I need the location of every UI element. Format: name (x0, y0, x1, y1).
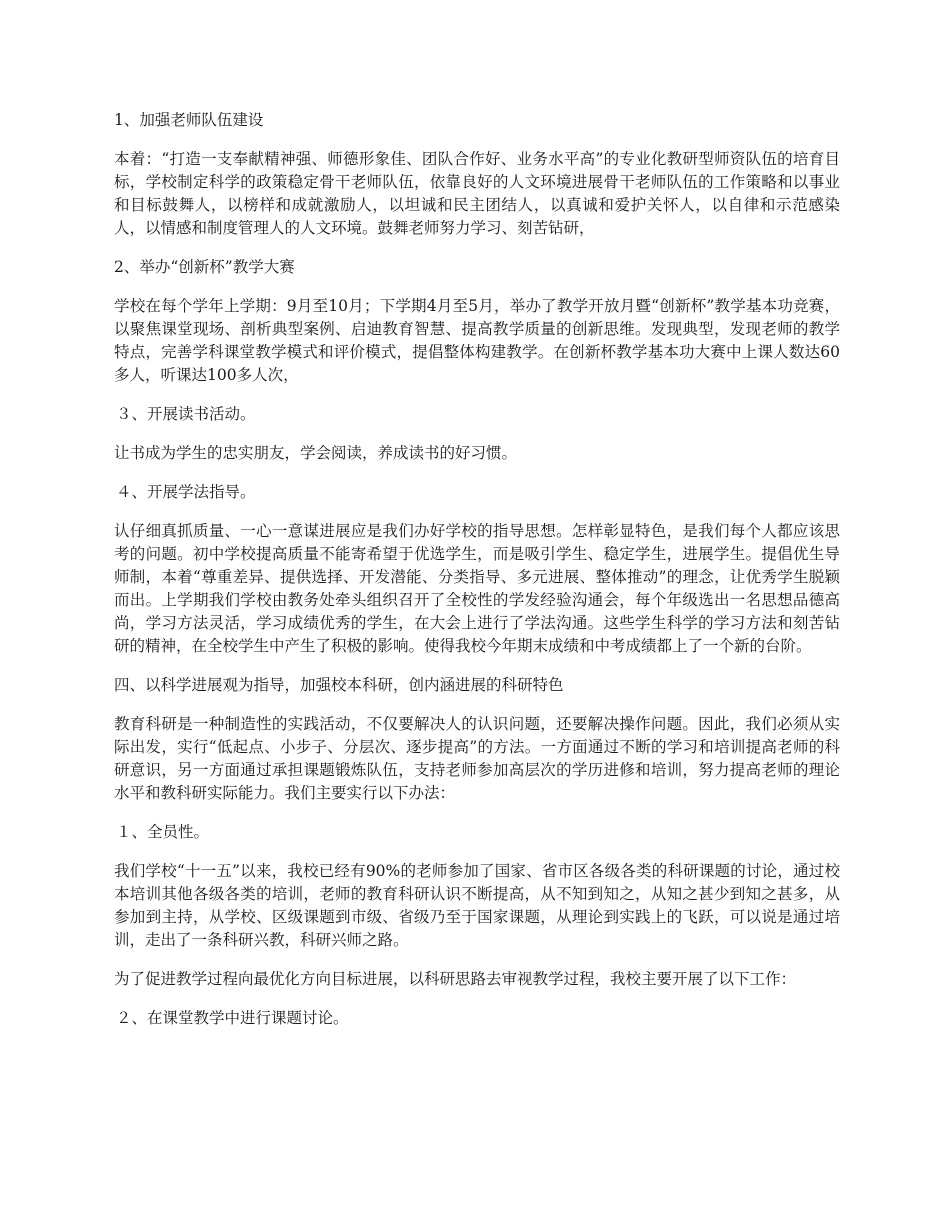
paragraph-research: 教育科研是一种制造性的实践活动，不仅要解决人的认识问题，还要解决操作问题。因此，我们必须从实际出发，实行“低起点、小步子、分层次、逐步提高”的方法。一方面通过不断的学习和培训提高老师的科研意识，另一方面通过承担课题锻炼队伍，支持老师参加高层次的学历进修和培训，努力提高老师的理论水平和教科研实际能力。我们主要实行以下办法： (114, 715, 840, 802)
section-heading-reading: ３、开展读书活动。 (116, 405, 256, 423)
section-heading-innovation-cup: 2、举办“创新杯”教学大赛 (114, 258, 295, 276)
paragraph-reading: 让书成为学生的忠实朋友，学会阅读，养成读书的好习惯。 (114, 444, 518, 462)
paragraph-innovation-cup: 学校在每个学年上学期：9月至10月；下学期4月至5月，举办了教学开放月暨“创新杯”教学基本功竞赛，以聚焦课堂现场、剖析典型案例、启迪教育智慧、提高教学质量的创新思维。发现典型，发现老师的教学特点，完善学科课堂教学模式和评价模式，提倡整体构建教学。在创新杯教学基本功大赛中上课人数达60多人，听课达100多人次， (114, 297, 840, 384)
paragraph-full-participation: 我们学校“十一五”以来，我校已经有90%的老师参加了国家、省市区各级各类的科研课题的讨论，通过校本培训其他各级各类的培训，老师的教育科研认识不断提高，从不知到知之，从知之甚少到知之甚多，从参加到主持，从学校、区级课题到市级、省级乃至于国家课题，从理论到实践上的飞跃，可以说是通过培训，走出了一条科研兴教，科研兴师之路。 (114, 862, 840, 949)
section-heading-teacher-team: 1、加强老师队伍建设 (114, 111, 264, 129)
paragraph-teacher-team: 本着：“打造一支奉献精神强、师德形象佳、团队合作好、业务水平高”的专业化教研型师资队伍的培育目标，学校制定科学的政策稳定骨干老师队伍，依靠良好的人文环境进展骨干老师队伍的工作策略和以事业和目标鼓舞人，以榜样和成就激励人，以坦诚和民主团结人，以真诚和爱护关怀人，以自律和示范感染人，以情感和制度管理人的人文环境。鼓舞老师努力学习、刻苦钻研， (114, 150, 840, 237)
section-heading-research: 四、以科学进展观为指导，加强校本科研，创内涵进展的科研特色 (114, 676, 564, 694)
paragraph-study-guidance: 认仔细真抓质量、一心一意谋进展应是我们办好学校的指导思想。怎样彰显特色，是我们每个人都应该思考的问题。初中学校提高质量不能寄希望于优选学生，而是吸引学生、稳定学生，进展学生。提倡优生导师制，本着“尊重差异、提供选择、开发潜能、分类指导、多元进展、整体推动”的理念，让优秀学生脱颖而出。上学期我们学校由教务处牵头组织召开了全校性的学发经验沟通会，每个年级选出一名思想品德高尚，学习方法灵活，学习成绩优秀的学生，在大会上进行了学法沟通。这些学生科学的学习方法和刻苦钻研的精神，在全校学生中产生了积极的影响。使得我校今年期末成绩和中考成绩都上了一个新的台阶。 (114, 522, 840, 655)
section-heading-full-participation: １、全员性。 (116, 823, 210, 841)
paragraph-optimization: 为了促进教学过程向最优化方向目标进展，以科研思路去审视教学过程，我校主要开展了以下工作： (114, 970, 797, 988)
section-heading-study-guidance: ４、开展学法指导。 (116, 483, 256, 501)
section-heading-classroom-research: ２、在课堂教学中进行课题讨论。 (116, 1009, 349, 1027)
document-body (114, 109, 840, 1046)
